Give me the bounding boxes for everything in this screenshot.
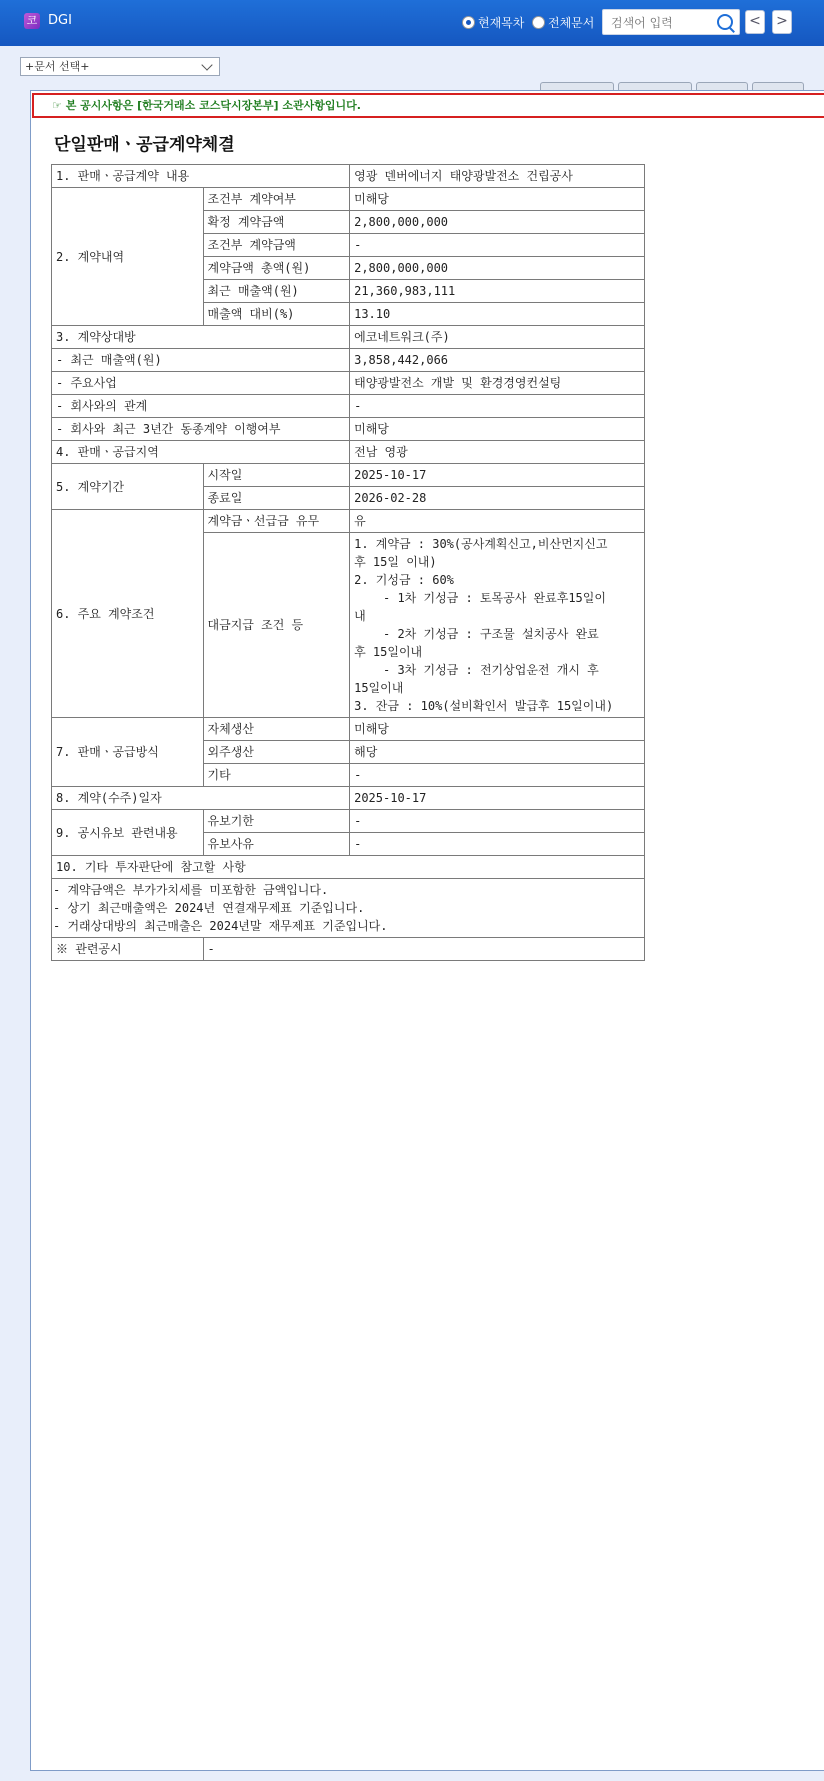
row-label: 1. 판매ㆍ공급계약 내용 bbox=[52, 165, 350, 188]
prev-button[interactable]: < bbox=[745, 10, 765, 34]
table-row bbox=[52, 810, 645, 833]
payment-terms bbox=[350, 533, 645, 718]
row-value: 13.10 bbox=[350, 303, 645, 326]
sub-label: 종료일 bbox=[203, 487, 350, 510]
table-row bbox=[52, 188, 645, 211]
row-label: - 회사와 최근 3년간 동종계약 이행여부 bbox=[52, 418, 350, 441]
row-label: 6. 주요 계약조건 bbox=[52, 510, 204, 718]
row-label: 8. 계약(수주)일자 bbox=[52, 787, 350, 810]
row-value: 미해당 bbox=[350, 718, 645, 741]
table-row bbox=[52, 856, 645, 879]
row-value: 해당 bbox=[350, 741, 645, 764]
table-row bbox=[52, 441, 645, 464]
row-label: 9. 공시유보 관련내용 bbox=[52, 810, 204, 856]
chevron-down-icon bbox=[201, 59, 212, 70]
table-row bbox=[52, 938, 645, 961]
sub-label: 최근 매출액(원) bbox=[203, 280, 350, 303]
sub-label: 유보기한 bbox=[203, 810, 350, 833]
table-row bbox=[52, 879, 645, 938]
table-row bbox=[52, 165, 645, 188]
row-value: - bbox=[350, 395, 645, 418]
other-notes bbox=[52, 879, 645, 938]
row-value: - bbox=[350, 810, 645, 833]
sub-label: 대금지급 조건 등 bbox=[203, 533, 350, 718]
note-line: - 상기 최근매출액은 2024년 연결재무제표 기준입니다. bbox=[53, 901, 365, 915]
row-label: 2. 계약내역 bbox=[52, 188, 204, 326]
radio-current-toc-label: 현재목차 bbox=[478, 16, 525, 30]
table-row bbox=[52, 326, 645, 349]
page-title: 단일판매ㆍ공급계약체결 bbox=[54, 135, 235, 155]
row-label: 3. 계약상대방 bbox=[52, 326, 350, 349]
row-label: 5. 계약기간 bbox=[52, 464, 204, 510]
sub-label: 조건부 계약여부 bbox=[203, 188, 350, 211]
payment-line: 1. 계약금 : 30%(공사계획신고,비산먼지신고 bbox=[354, 537, 608, 551]
sub-label: 매출액 대비(%) bbox=[203, 303, 350, 326]
table-row bbox=[52, 718, 645, 741]
payment-line: 후 15일 이내) bbox=[354, 555, 437, 569]
top-toolbar bbox=[0, 0, 824, 46]
sub-label: 외주생산 bbox=[203, 741, 350, 764]
document-select[interactable] bbox=[20, 57, 220, 76]
table-row bbox=[52, 464, 645, 487]
payment-line: - 1차 기성금 : 토목공사 완료후15일이 bbox=[354, 591, 606, 605]
row-label: - 최근 매출액(원) bbox=[52, 349, 350, 372]
sub-label: 확정 계약금액 bbox=[203, 211, 350, 234]
row-label: 10. 기타 투자판단에 참고할 사항 bbox=[52, 856, 645, 879]
row-label: - 주요사업 bbox=[52, 372, 350, 395]
table-row bbox=[52, 787, 645, 810]
table-row bbox=[52, 418, 645, 441]
table-row bbox=[52, 510, 645, 533]
app-name: DGI bbox=[48, 13, 72, 28]
search-box bbox=[602, 9, 740, 35]
row-label: - 회사와의 관계 bbox=[52, 395, 350, 418]
payment-line: 내 bbox=[354, 609, 366, 623]
row-value: - bbox=[350, 833, 645, 856]
row-value: 3,858,442,066 bbox=[350, 349, 645, 372]
payment-line: - 2차 기성금 : 구조물 설치공사 완료 bbox=[354, 627, 599, 641]
next-button[interactable]: > bbox=[772, 10, 792, 34]
radio-all-docs[interactable] bbox=[532, 14, 594, 31]
row-value: 2,800,000,000 bbox=[350, 257, 645, 280]
search-icon[interactable] bbox=[717, 14, 733, 30]
sub-label: 계약금ㆍ선급금 유무 bbox=[203, 510, 350, 533]
row-value: 전남 영광 bbox=[350, 441, 645, 464]
row-value: - bbox=[350, 234, 645, 257]
sub-label: 조건부 계약금액 bbox=[203, 234, 350, 257]
sub-label: 기타 bbox=[203, 764, 350, 787]
payment-line: 2. 기성금 : 60% bbox=[354, 573, 454, 587]
sub-label: 계약금액 총액(원) bbox=[203, 257, 350, 280]
row-value: 영광 덴버에너지 태양광발전소 건립공사 bbox=[350, 165, 645, 188]
radio-selected-icon bbox=[462, 16, 475, 29]
row-value: 미해당 bbox=[350, 188, 645, 211]
app-logo-icon: 코 bbox=[24, 13, 40, 29]
sub-label: 자체생산 bbox=[203, 718, 350, 741]
row-value: - bbox=[203, 938, 644, 961]
row-value: 2026-02-28 bbox=[350, 487, 645, 510]
row-label: ※ 관련공시 bbox=[52, 938, 204, 961]
table-row bbox=[52, 395, 645, 418]
row-value: 21,360,983,111 bbox=[350, 280, 645, 303]
table-row bbox=[52, 372, 645, 395]
note-line: - 거래상대방의 최근매출은 2024년말 재무제표 기준입니다. bbox=[53, 919, 388, 933]
payment-line: 15일이내 bbox=[354, 681, 404, 695]
row-value: 2,800,000,000 bbox=[350, 211, 645, 234]
jurisdiction-notice: ☞ 본 공시사항은 [한국거래소 코스닥시장본부] 소관사항입니다. bbox=[32, 93, 824, 118]
search-input[interactable] bbox=[609, 11, 713, 35]
radio-all-docs-label: 전체문서 bbox=[548, 16, 595, 30]
row-value: 미해당 bbox=[350, 418, 645, 441]
row-value: 2025-10-17 bbox=[350, 787, 645, 810]
payment-line: 3. 잔금 : 10%(설비확인서 발급후 15일이내) bbox=[354, 699, 614, 713]
row-label: 4. 판매ㆍ공급지역 bbox=[52, 441, 350, 464]
note-line: - 계약금액은 부가가치세를 미포함한 금액입니다. bbox=[53, 883, 329, 897]
row-value: 유 bbox=[350, 510, 645, 533]
document-select-value: +문서 선택+ bbox=[25, 60, 90, 73]
sub-label: 유보사유 bbox=[203, 833, 350, 856]
sub-label: 시작일 bbox=[203, 464, 350, 487]
row-value: 에코네트워크(주) bbox=[350, 326, 645, 349]
row-value: 태양광발전소 개발 및 환경경영컨설팅 bbox=[350, 372, 645, 395]
row-value: - bbox=[350, 764, 645, 787]
row-label: 7. 판매ㆍ공급방식 bbox=[52, 718, 204, 787]
radio-current-toc[interactable] bbox=[462, 14, 524, 31]
payment-line: 후 15일이내 bbox=[354, 645, 423, 659]
radio-unselected-icon bbox=[532, 16, 545, 29]
table-row bbox=[52, 349, 645, 372]
row-value: 2025-10-17 bbox=[350, 464, 645, 487]
payment-line: - 3차 기성금 : 전기상업운전 개시 후 bbox=[354, 663, 599, 677]
disclosure-table bbox=[51, 164, 645, 961]
